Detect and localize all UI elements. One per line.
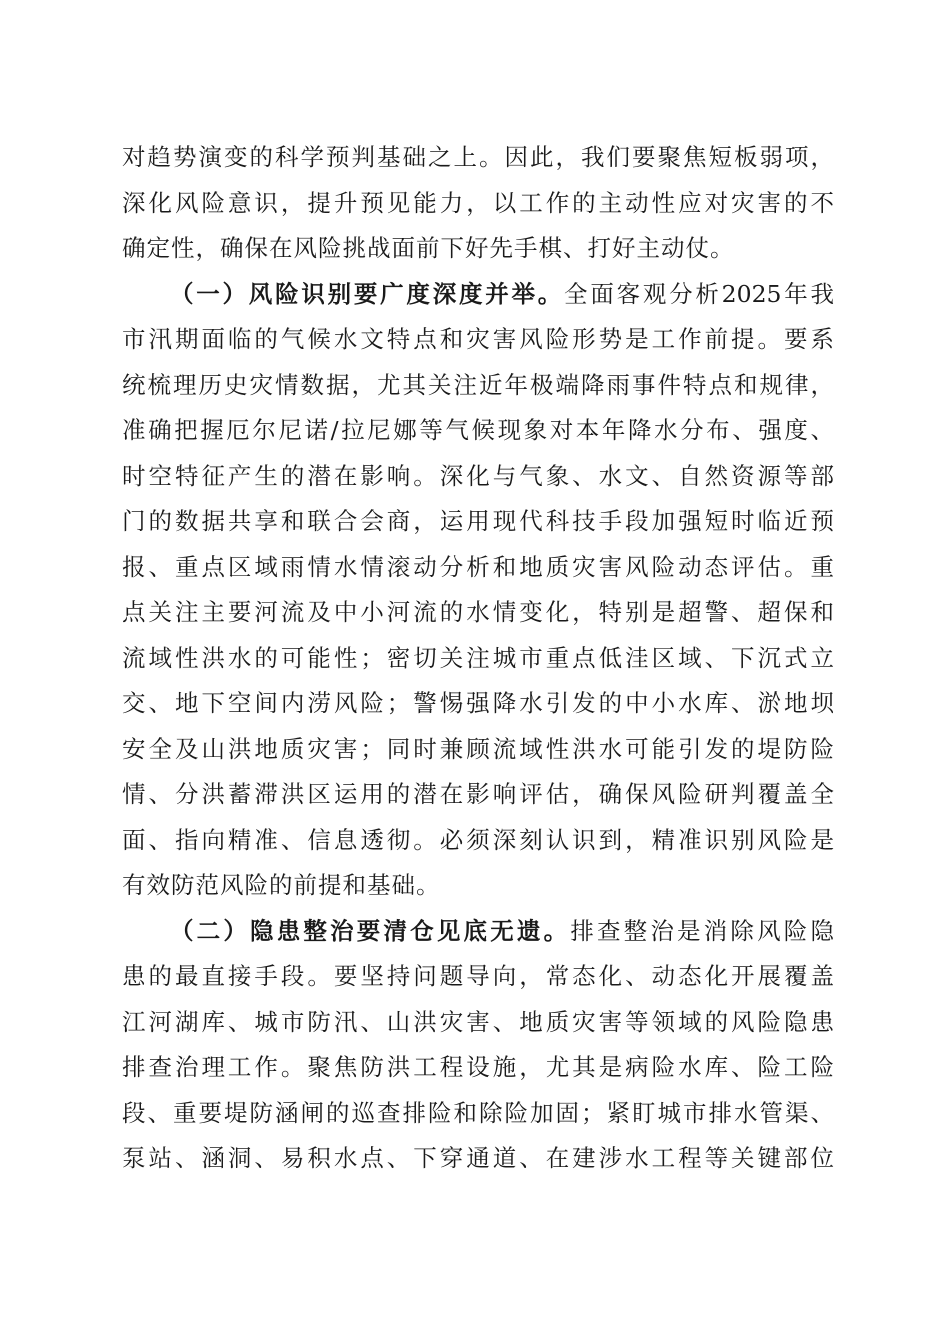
text-line <box>122 774 834 814</box>
text-line <box>122 1002 834 1042</box>
line-text: 患的最直接手段。要坚持问题导向，常态化、动态化开展覆盖 <box>122 962 834 990</box>
text-line <box>122 1047 834 1087</box>
line-text: 交、地下空间内涝风险；警惕强降水引发的中小水库、淤地坝 <box>122 689 834 717</box>
section-heading: （一）风险识别要广度深度并举。 <box>170 279 565 308</box>
text-line <box>122 183 834 223</box>
text-line <box>122 137 834 177</box>
text-line <box>122 956 834 996</box>
text-line <box>122 683 834 723</box>
line-text: 确定性，确保在风险挑战面前下好先手棋、打好主动仗。 <box>122 234 735 262</box>
line-text: 准确把握厄尔尼诺/拉尼娜等气候现象对本年降水分布、强度、 <box>122 416 834 444</box>
line-text: 报、重点区域雨情水情滚动分析和地质灾害风险动态评估。重 <box>122 552 834 581</box>
text-line <box>122 365 834 405</box>
line-text: 对趋势演变的科学预判基础之上。因此，我们要聚焦短板弱项， <box>122 143 834 171</box>
text-line <box>122 865 441 905</box>
text-line <box>122 592 834 632</box>
text-line <box>122 501 834 541</box>
text-line <box>170 911 834 951</box>
line-text: 情、分洪蓄滞洪区运用的潜在影响评估，确保风险研判覆盖全 <box>122 780 834 808</box>
line-text: 点关注主要河流及中小河流的水情变化，特别是超警、超保和 <box>122 598 834 626</box>
line-text: 统梳理历史灾情数据，尤其关注近年极端降雨事件特点和规律， <box>122 370 834 399</box>
text-line <box>122 410 834 450</box>
line-text: 安全及山洪地质灾害；同时兼顾流域性洪水可能引发的堤防险 <box>122 734 834 763</box>
line-text: 段、重要堤防涵闸的巡查排险和除险加固；紧盯城市排水管渠、 <box>122 1098 834 1127</box>
text-line <box>122 729 834 769</box>
text-line <box>122 456 834 496</box>
line-text: 市汛期面临的气候水文特点和灾害风险形势是工作前提。要系 <box>122 325 834 353</box>
text-line <box>122 638 834 678</box>
line-text: 全面客观分析2025年我 <box>564 279 835 308</box>
line-text: 泵站、涵洞、易积水点、下穿通道、在建涉水工程等关键部位 <box>122 1144 834 1172</box>
line-text: 深化风险意识，提升预见能力，以工作的主动性应对灾害的不 <box>122 188 834 217</box>
section-heading: （二）隐患整治要清仓见底无遗。 <box>170 916 571 945</box>
line-text: 流域性洪水的可能性；密切关注城市重点低洼区域、下沉式立 <box>122 643 834 672</box>
text-line <box>122 1138 834 1178</box>
line-text: 时空特征产生的潜在影响。深化与气象、水文、自然资源等部 <box>122 461 834 490</box>
line-text: 门的数据共享和联合会商，运用现代科技手段加强短时临近预 <box>122 507 834 535</box>
line-text: 江河湖库、城市防汛、山洪灾害、地质灾害等领域的风险隐患 <box>122 1007 834 1036</box>
text-line <box>122 820 834 860</box>
line-text: 排查整治是消除风险隐 <box>570 916 834 945</box>
line-text: 面、指向精准、信息透彻。必须深刻认识到，精准识别风险是 <box>122 825 834 854</box>
text-line <box>122 547 834 587</box>
text-line <box>122 228 735 268</box>
text-line <box>122 319 834 359</box>
line-text: 有效防范风险的前提和基础。 <box>122 871 441 899</box>
text-line <box>122 1093 834 1133</box>
line-text: 排查治理工作。聚焦防洪工程设施，尤其是病险水库、险工险 <box>122 1053 834 1081</box>
text-line <box>170 274 834 314</box>
